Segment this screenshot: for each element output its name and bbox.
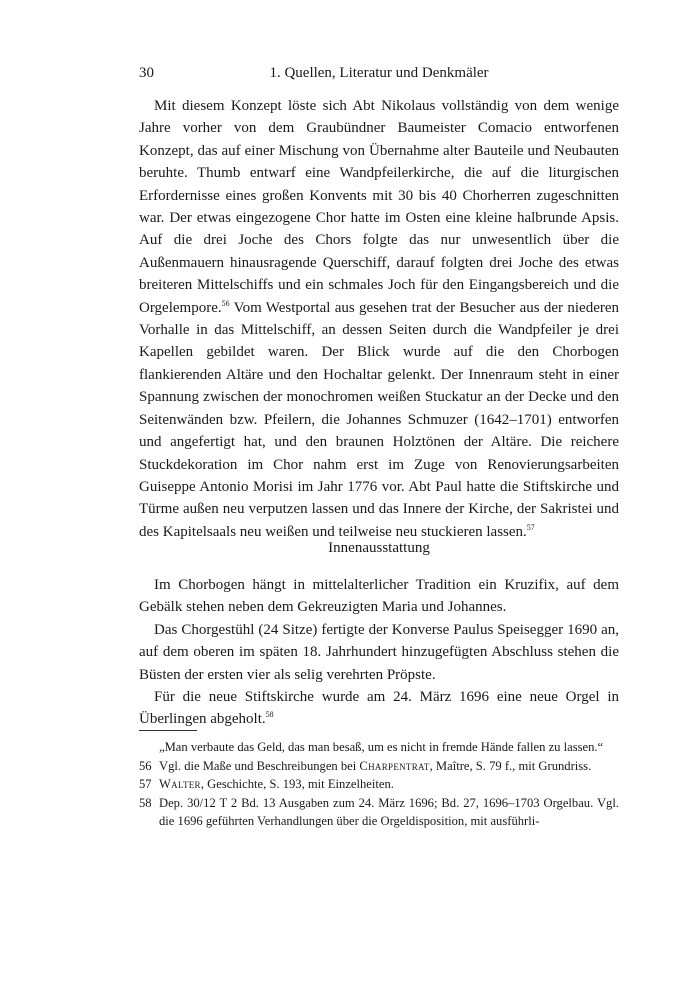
text-run: Mit diesem Konzept löste sich Abt Nikolaus vollständig von dem wenige Jahre vorher von dem Graubündner Baumeister Comacio entworfenen Konzept, das auf einer Mischung von Übernahme alter Bauteile und Neubauten beruhte. Thumb entwarf eine Wandpfeilerkirche, die auf die liturgischen Erfordernisse eines großen Konvents mit 30 bis 40 Chorherren zugeschnitten war. Der etwas eingezogene Chor hatte im Osten eine kleine halbrunde Apsis. Auf die drei Joche des Chors folgte das nur unwesentlich über die Außenmauern hinausragende Querschiff, darauf folgten drei Joche des etwas breiteren Mittelschiffs und ein schmales Joch für den Eingangsbereich und die Orgelempore. <box>139 98 619 316</box>
author-name: Charpentrat <box>359 758 430 773</box>
section-body <box>139 95 619 543</box>
text-run: Vgl. die Maße und Beschreibungen bei <box>159 758 360 773</box>
text-run: Im Chorbogen hängt in mittelalterlicher Tradition ein Kruzifix, auf dem Gebälk stehen neben dem Gekreuzigten Maria und Johannes. <box>139 577 619 616</box>
text-run: Für die neue Stiftskirche wurde am 24. März 1696 eine neue Orgel in Überlingen abgeholt. <box>139 689 619 728</box>
section-body-innenausstattung <box>139 574 619 731</box>
footnote-text <box>159 796 619 829</box>
section-heading: Innenausstattung <box>328 540 430 556</box>
text-run: „Man verbaute das Geld, das man besaß, um es nicht in fremde Hände fallen zu lassen.“ <box>159 740 604 754</box>
text-run: , Maître, S. 79 f., mit Grundriss. <box>429 758 592 773</box>
page-number: 30 <box>139 65 154 81</box>
footnote-text <box>159 777 394 791</box>
footnotes <box>139 738 619 831</box>
text-run: Vom Westportal aus gesehen trat der Besucher aus der niederen Vorhalle in das Mittelschiff, an dessen Seiten durch die Wandpfeiler je drei Kapellen gebildet waren. Der Blick wurde auf die den Chorbogen flankierenden Altäre und den Hochaltar gelenkt. Der Innenraum steht in einer Spannung zwischen der monochromen weißen Stuckatur an der Decke und den Seitenwänden bzw. Pfeilern, die Johannes Schmuzer (1642–1701) entworfen und angefertigt hat, und den braunen Holztönen der Altäre. Die reichere Stuckdekoration im Chor nahm erst im Zuge von Renovierungsarbeiten Guiseppe Antonio Morisi im Jahr 1776 vor. Abt Paul hatte die Stiftskirche und Türme außen neu verputzen lassen und das Innere der Kirche, der Sakristei und des Kapitelsaals neu weißen und teilweise neu stuckieren lassen. <box>139 299 619 540</box>
paragraph <box>139 95 619 543</box>
text-run: Dep. 30/12 T 2 Bd. 13 Ausgaben zum 24. März 1696; Bd. 27, 1696–1703 Orgelbau. Vgl. die 1696 geführten Verhandlungen über die Orgeldisposition, mit ausführli- <box>159 795 619 829</box>
footnote-number: 57 <box>139 777 152 792</box>
running-head: 1. Quellen, Literatur und Denkmäler <box>269 65 489 81</box>
paragraph <box>139 619 619 686</box>
page-header <box>139 62 619 84</box>
footnote-reference: 58 <box>265 710 274 720</box>
footnote-text <box>159 759 591 773</box>
footnote-text <box>159 740 603 754</box>
footnote-reference: 56 <box>221 298 230 308</box>
author-name: Walter <box>159 777 201 792</box>
footnote-number: 58 <box>139 795 152 810</box>
text-run: Das Chorgestühl (24 Sitze) fertigte der Konverse Paulus Speisegger 1690 an, auf dem oberen im späten 18. Jahrhundert hinzugefügten Abschluss stehen die Büsten der ersten vier als selig verehrten Pröpste. <box>139 621 619 683</box>
text-run: , Geschichte, S. 193, mit Einzelheiten. <box>200 777 394 792</box>
paragraph <box>139 574 619 619</box>
footnote-reference: 57 <box>526 522 535 532</box>
footnote-number: 56 <box>139 758 152 773</box>
paragraph <box>139 686 619 731</box>
footnote <box>139 775 619 794</box>
footnote <box>139 738 619 757</box>
footnote-rule <box>139 730 197 731</box>
footnote <box>139 794 619 831</box>
footnote <box>139 757 619 776</box>
